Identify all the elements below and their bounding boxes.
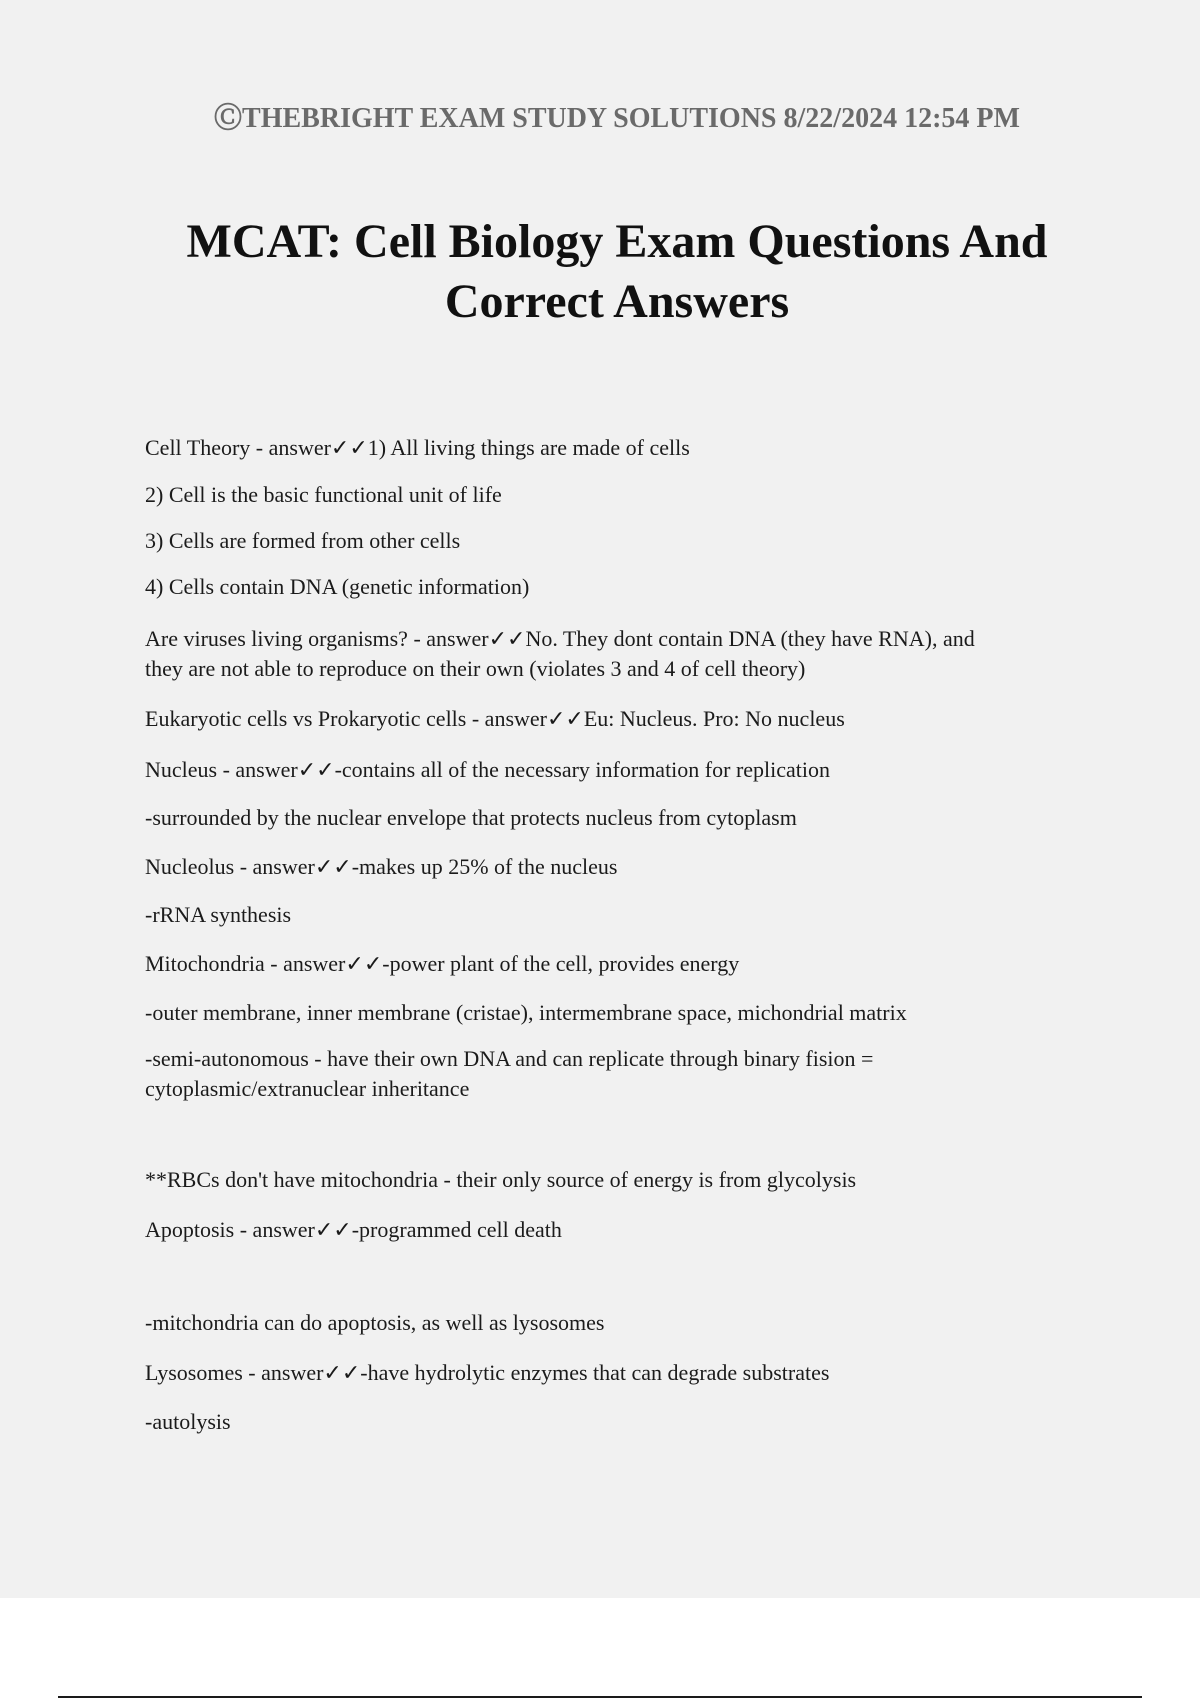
text-line: they are not able to reproduce on their own (violates 3 and 4 of cell theory) xyxy=(145,656,806,681)
text-line: 2) Cell is the basic functional unit of life xyxy=(145,482,502,507)
title-line-2: Correct Answers xyxy=(444,275,790,328)
text-line: 4) Cells contain DNA (genetic information) xyxy=(145,574,530,599)
text-line: Are viruses living organisms? - answer✓✓No. They dont contain DNA (they have RNA), and xyxy=(145,626,975,651)
text-line: Apoptosis - answer✓✓-programmed cell death xyxy=(145,1217,562,1242)
text-line: Mitochondria - answer✓✓-power plant of the cell, provides energy xyxy=(145,951,740,976)
text-line: cytoplasmic/extranuclear inheritance xyxy=(145,1076,470,1101)
text-line: -rRNA synthesis xyxy=(145,902,292,927)
copyright-watermark: ⒸTHEBRIGHT EXAM STUDY SOLUTIONS 8/22/2024 12:54 PM xyxy=(214,103,1020,134)
bottom-divider xyxy=(58,1696,1142,1698)
text-line: 3) Cells are formed from other cells xyxy=(145,528,461,553)
text-line: -autolysis xyxy=(145,1409,231,1434)
text-line: Lysosomes - answer✓✓-have hydrolytic enzymes that can degrade substrates xyxy=(145,1360,830,1385)
title-line-1: MCAT: Cell Biology Exam Questions And xyxy=(186,215,1048,268)
text-line: Nucleolus - answer✓✓-makes up 25% of the nucleus xyxy=(145,854,618,879)
document-title xyxy=(0,212,1200,332)
text-line: -surrounded by the nuclear envelope that protects nucleus from cytoplasm xyxy=(145,805,797,830)
text-line: **RBCs don't have mitochondria - their only source of energy is from glycolysis xyxy=(145,1167,857,1192)
text-line: Eukaryotic cells vs Prokaryotic cells - answer✓✓Eu: Nucleus. Pro: No nucleus xyxy=(145,706,845,731)
text-line: Cell Theory - answer✓✓1) All living things are made of cells xyxy=(145,435,690,460)
text-line: Nucleus - answer✓✓-contains all of the necessary information for replication xyxy=(145,757,831,782)
text-line: -mitchondria can do apoptosis, as well as lysosomes xyxy=(145,1310,605,1335)
text-line: -semi-autonomous - have their own DNA and can replicate through binary fision = xyxy=(145,1046,874,1071)
text-line: -outer membrane, inner membrane (cristae), intermembrane space, michondrial matrix xyxy=(145,1000,907,1025)
